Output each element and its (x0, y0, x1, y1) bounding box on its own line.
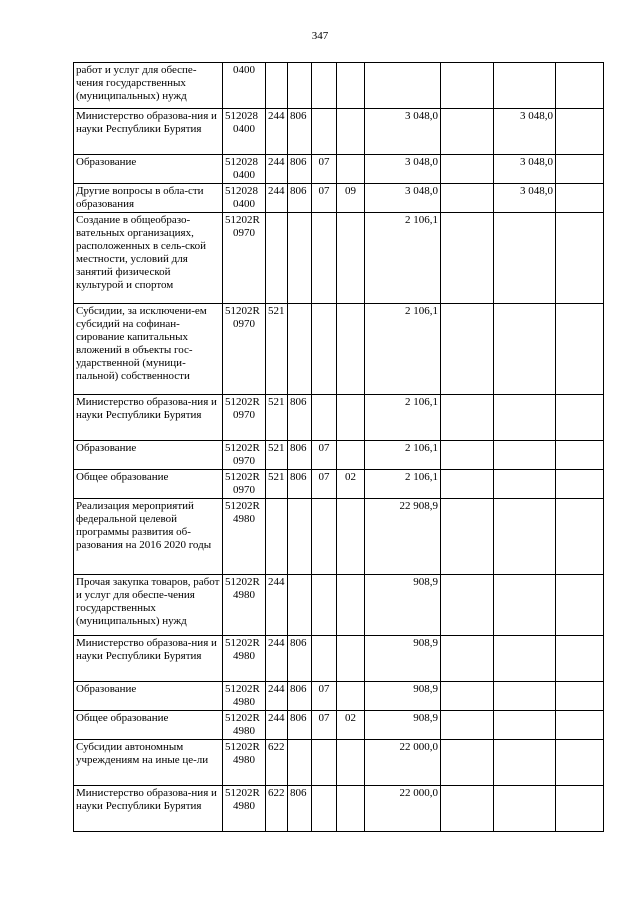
row-section: 07 (312, 470, 337, 499)
budget-table (73, 62, 604, 832)
row-name: Образование (74, 441, 223, 470)
row-empty-cell (441, 155, 494, 184)
row-expense-type: 521 (266, 395, 288, 441)
page-number: 347 (311, 30, 329, 42)
row-department-code: 806 (288, 441, 312, 470)
row-section: 07 (312, 155, 337, 184)
table-row (74, 213, 604, 304)
row-section (312, 575, 337, 636)
row-target-code-line1: 512028 (225, 110, 258, 122)
row-target-code-line2: 0400 (233, 169, 255, 181)
row-empty-cell (441, 470, 494, 499)
row-subsection (337, 575, 365, 636)
row-target-code-line1: 51202R (225, 576, 260, 588)
row-target-code-line2: 0400 (233, 64, 255, 76)
row-amount-second (494, 711, 556, 740)
row-section: 07 (312, 441, 337, 470)
row-empty-cell (556, 395, 604, 441)
row-target-code-line2: 4980 (233, 800, 255, 812)
row-amount: 3 048,0 (365, 155, 441, 184)
row-empty-cell (556, 155, 604, 184)
row-target-code-line1: 51202R (225, 442, 260, 454)
row-amount (365, 63, 441, 109)
row-target-code-line2: 0970 (233, 409, 255, 421)
row-name: Реализация мероприятий федеральной целевой программы развития об-разования на 2016 2020 годы (74, 499, 223, 575)
row-expense-type: 244 (266, 184, 288, 213)
row-subsection: 02 (337, 711, 365, 740)
row-empty-cell (441, 395, 494, 441)
table-row (74, 155, 604, 184)
row-name: Образование (74, 682, 223, 711)
row-target-code (223, 740, 266, 786)
row-expense-type: 521 (266, 441, 288, 470)
row-empty-cell (441, 441, 494, 470)
row-empty-cell (556, 711, 604, 740)
row-target-code (223, 184, 266, 213)
row-subsection: 09 (337, 184, 365, 213)
row-target-code-line2: 0970 (233, 227, 255, 239)
table-row (74, 711, 604, 740)
row-department-code: 806 (288, 470, 312, 499)
row-target-code (223, 636, 266, 682)
row-amount: 908,9 (365, 682, 441, 711)
row-expense-type: 622 (266, 740, 288, 786)
row-name: работ и услуг для обеспе-чения государственных (муниципальных) нужд (74, 63, 223, 109)
table-row (74, 63, 604, 109)
row-target-code-line1: 51202R (225, 712, 260, 724)
row-amount: 22 908,9 (365, 499, 441, 575)
row-section: 07 (312, 682, 337, 711)
row-name: Субсидии автономным учреждениям на иные це-ли (74, 740, 223, 786)
budget-table-body (74, 63, 604, 832)
row-expense-type: 622 (266, 786, 288, 832)
row-target-code-line1: 51202R (225, 787, 260, 799)
table-row (74, 682, 604, 711)
row-section: 07 (312, 711, 337, 740)
row-empty-cell (441, 213, 494, 304)
row-expense-type: 244 (266, 109, 288, 155)
row-section (312, 304, 337, 395)
row-empty-cell (556, 575, 604, 636)
row-target-code-line2: 4980 (233, 513, 255, 525)
row-empty-cell (441, 109, 494, 155)
row-amount: 22 000,0 (365, 740, 441, 786)
row-name: Другие вопросы в обла-сти образования (74, 184, 223, 213)
row-subsection (337, 304, 365, 395)
row-empty-cell (556, 470, 604, 499)
row-name: Субсидии, за исключени-ем субсидий на софинан-сирование капитальных вложений в объекты гос-ударственной (муници-пальной) собственности (74, 304, 223, 395)
row-target-code-line1: 51202R (225, 305, 260, 317)
table-row (74, 499, 604, 575)
table-row (74, 304, 604, 395)
row-target-code-line2: 0970 (233, 455, 255, 467)
row-target-code-line1: 51202R (225, 214, 260, 226)
row-department-code: 806 (288, 155, 312, 184)
row-section (312, 395, 337, 441)
row-empty-cell (556, 636, 604, 682)
row-amount: 2 106,1 (365, 395, 441, 441)
row-expense-type: 521 (266, 304, 288, 395)
row-amount-second (494, 441, 556, 470)
row-empty-cell (441, 636, 494, 682)
row-section (312, 786, 337, 832)
table-row (74, 470, 604, 499)
row-department-code: 806 (288, 636, 312, 682)
row-target-code (223, 786, 266, 832)
row-subsection (337, 63, 365, 109)
row-empty-cell (556, 109, 604, 155)
row-amount-second (494, 213, 556, 304)
row-expense-type: 244 (266, 155, 288, 184)
row-expense-type: 244 (266, 682, 288, 711)
row-empty-cell (556, 63, 604, 109)
row-target-code-line1: 51202R (225, 637, 260, 649)
row-amount-second (494, 304, 556, 395)
row-empty-cell (441, 575, 494, 636)
row-department-code (288, 213, 312, 304)
row-department-code: 806 (288, 682, 312, 711)
row-subsection (337, 441, 365, 470)
row-target-code (223, 304, 266, 395)
row-target-code-line1: 51202R (225, 396, 260, 408)
row-empty-cell (441, 682, 494, 711)
row-target-code-line2: 0400 (233, 123, 255, 135)
row-amount-second (494, 636, 556, 682)
row-amount-second: 3 048,0 (494, 184, 556, 213)
row-expense-type (266, 213, 288, 304)
row-empty-cell (556, 499, 604, 575)
row-amount: 908,9 (365, 575, 441, 636)
row-amount: 2 106,1 (365, 213, 441, 304)
table-row (74, 184, 604, 213)
row-section: 07 (312, 184, 337, 213)
row-empty-cell (556, 786, 604, 832)
row-target-code-line1: 512028 (225, 185, 258, 197)
row-target-code-line1: 512028 (225, 156, 258, 168)
row-empty-cell (441, 63, 494, 109)
row-target-code-line2: 4980 (233, 725, 255, 737)
row-target-code-line2: 0970 (233, 484, 255, 496)
table-row (74, 740, 604, 786)
row-subsection (337, 155, 365, 184)
table-row (74, 441, 604, 470)
row-subsection (337, 213, 365, 304)
row-amount: 908,9 (365, 711, 441, 740)
row-section (312, 213, 337, 304)
row-target-code-line2: 4980 (233, 589, 255, 601)
row-target-code-line2: 4980 (233, 754, 255, 766)
row-empty-cell (556, 740, 604, 786)
row-expense-type: 244 (266, 575, 288, 636)
row-empty-cell (441, 786, 494, 832)
row-amount: 2 106,1 (365, 470, 441, 499)
row-department-code: 806 (288, 184, 312, 213)
row-amount: 2 106,1 (365, 304, 441, 395)
row-subsection (337, 682, 365, 711)
row-name: Прочая закупка товаров, работ и услуг для обеспе-чения государственных (муниципальных) нужд (74, 575, 223, 636)
row-target-code (223, 682, 266, 711)
row-department-code (288, 575, 312, 636)
row-amount-second (494, 682, 556, 711)
row-target-code (223, 395, 266, 441)
row-expense-type: 244 (266, 711, 288, 740)
row-department-code (288, 740, 312, 786)
row-section (312, 109, 337, 155)
row-target-code (223, 63, 266, 109)
row-amount: 3 048,0 (365, 184, 441, 213)
row-department-code (288, 499, 312, 575)
row-section (312, 63, 337, 109)
row-department-code: 806 (288, 711, 312, 740)
row-subsection (337, 499, 365, 575)
row-expense-type: 244 (266, 636, 288, 682)
row-amount: 3 048,0 (365, 109, 441, 155)
row-target-code (223, 499, 266, 575)
row-target-code (223, 213, 266, 304)
row-subsection (337, 395, 365, 441)
row-expense-type: 521 (266, 470, 288, 499)
row-expense-type (266, 499, 288, 575)
row-amount-second (494, 395, 556, 441)
row-name: Общее образование (74, 711, 223, 740)
row-department-code: 806 (288, 395, 312, 441)
row-name: Министерство образова-ния и науки Республики Бурятия (74, 786, 223, 832)
row-empty-cell (441, 740, 494, 786)
row-amount: 2 106,1 (365, 441, 441, 470)
row-empty-cell (441, 304, 494, 395)
row-target-code-line1: 51202R (225, 741, 260, 753)
row-name: Образование (74, 155, 223, 184)
row-section (312, 740, 337, 786)
table-row (74, 109, 604, 155)
table-row (74, 575, 604, 636)
row-target-code (223, 109, 266, 155)
row-empty-cell (556, 682, 604, 711)
row-target-code (223, 470, 266, 499)
row-amount: 22 000,0 (365, 786, 441, 832)
row-target-code (223, 575, 266, 636)
row-amount: 908,9 (365, 636, 441, 682)
row-subsection (337, 740, 365, 786)
row-amount-second (494, 575, 556, 636)
row-section (312, 636, 337, 682)
row-amount-second: 3 048,0 (494, 109, 556, 155)
row-target-code-line1: 51202R (225, 471, 260, 483)
row-name: Министерство образова-ния и науки Республики Бурятия (74, 109, 223, 155)
row-name: Общее образование (74, 470, 223, 499)
row-target-code-line2: 0970 (233, 318, 255, 330)
row-expense-type (266, 63, 288, 109)
table-row (74, 786, 604, 832)
row-name: Министерство образова-ния и науки Республики Бурятия (74, 395, 223, 441)
row-subsection (337, 636, 365, 682)
row-department-code: 806 (288, 109, 312, 155)
row-empty-cell (441, 711, 494, 740)
row-amount-second (494, 786, 556, 832)
row-subsection: 02 (337, 470, 365, 499)
row-amount-second (494, 499, 556, 575)
row-target-code-line2: 4980 (233, 696, 255, 708)
row-target-code-line1: 51202R (225, 683, 260, 695)
row-department-code (288, 304, 312, 395)
row-target-code-line2: 0400 (233, 198, 255, 210)
row-empty-cell (556, 304, 604, 395)
row-target-code (223, 711, 266, 740)
table-row (74, 636, 604, 682)
row-amount-second (494, 63, 556, 109)
row-subsection (337, 109, 365, 155)
row-name: Министерство образова-ния и науки Республики Бурятия (74, 636, 223, 682)
row-amount-second (494, 740, 556, 786)
row-empty-cell (556, 213, 604, 304)
row-department-code (288, 63, 312, 109)
row-department-code: 806 (288, 786, 312, 832)
row-empty-cell (556, 441, 604, 470)
table-row (74, 395, 604, 441)
row-empty-cell (441, 499, 494, 575)
row-target-code-line1: 51202R (225, 500, 260, 512)
row-target-code-line2: 4980 (233, 650, 255, 662)
row-empty-cell (441, 184, 494, 213)
row-subsection (337, 786, 365, 832)
row-empty-cell (556, 184, 604, 213)
row-amount-second (494, 470, 556, 499)
row-section (312, 499, 337, 575)
row-target-code (223, 155, 266, 184)
row-target-code (223, 441, 266, 470)
row-amount-second: 3 048,0 (494, 155, 556, 184)
row-name: Создание в общеобразо-вательных организациях, расположенных в сель-ской местности, условий для занятий физической культурой и спортом (74, 213, 223, 304)
